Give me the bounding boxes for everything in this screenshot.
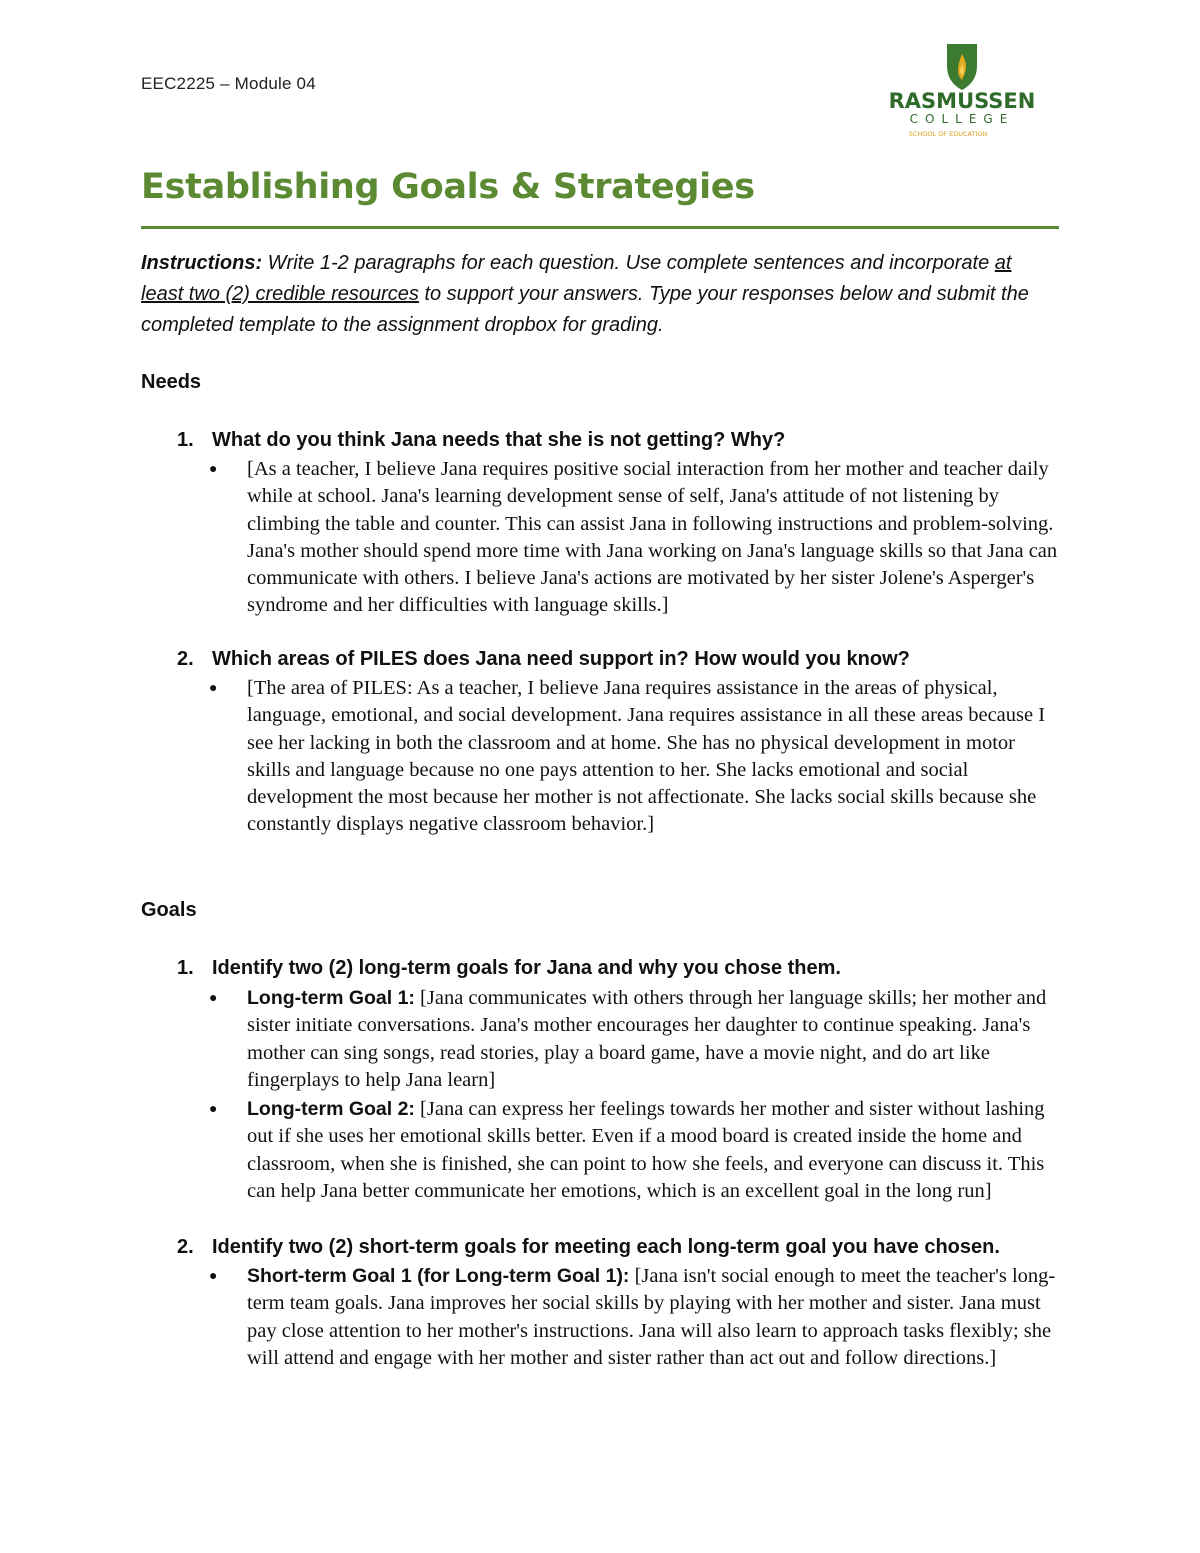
page-title: Establishing Goals & Strategies bbox=[141, 167, 755, 207]
instructions-label: Instructions: bbox=[141, 252, 263, 274]
section-heading-needs: Needs bbox=[141, 371, 202, 393]
needs-question-2 bbox=[177, 648, 1057, 671]
question-text: Identify two (2) short-term goals for meeting each long-term goal you have chosen. bbox=[212, 1236, 1000, 1258]
goals-question-2 bbox=[177, 1236, 1057, 1259]
goal-label: Long-term Goal 1: bbox=[247, 987, 415, 1009]
question-number: 1. bbox=[177, 429, 194, 451]
title-divider bbox=[141, 226, 1059, 229]
goal-label: Short-term Goal 1 (for Long-term Goal 1): bbox=[247, 1265, 630, 1287]
needs-question-1 bbox=[177, 429, 1057, 452]
goal-text: [Jana can express her feelings towards her mother and sister without lashing out if she uses her emotional skills better. Even if a mood board is created inside the home and classroom, when she is finished, she can point to how she feels, and everyone can discuss it. This can help Jana better communicate her emotions, which is an excellent goal in the long run] bbox=[247, 1098, 1045, 1202]
instructions bbox=[141, 248, 1059, 341]
bullet-icon: ● bbox=[209, 1269, 218, 1284]
answer-text: [As a teacher, I believe Jana requires positive social interaction from her mother and teacher daily while at school. Jana's learning development sense of self, Jana's attitude of not listening by climbing the table and counter. This can assist Jana in following instructions and problem-solving. Jana's mother should spend more time with Jana working on Jana's language skills so that Jana can communicate with others. I believe Jana's actions are motivated by her sister Jolene's Asperger's syndrome and her difficulties with language skills.] bbox=[247, 458, 1058, 617]
instructions-underlined: at least two (2) credible resources bbox=[141, 252, 1012, 305]
question-number: 2. bbox=[177, 648, 194, 670]
question-text: Identify two (2) long-term goals for Jana and why you chose them. bbox=[212, 957, 841, 979]
logo-college: COLLEGE bbox=[909, 112, 1015, 126]
rasmussen-college-logo bbox=[872, 36, 1056, 154]
instructions-text-2: to support your answers. Type your responses below and submit the completed template to the assignment dropbox for grading. bbox=[141, 283, 1029, 336]
question-text: What do you think Jana needs that she is not getting? Why? bbox=[212, 429, 786, 451]
section-heading-goals: Goals bbox=[141, 899, 197, 921]
goal-text: [Jana isn't social enough to meet the teacher's long-term team goals. Jana improves her social skills by playing with her mother and sister. Jana must pay close attention to her mother's instructions. Jana will also learn to approach tasks flexibly; she will attend and engage with her mother and sister rather than act out and follow directions.] bbox=[247, 1265, 1056, 1369]
needs-answer-1 bbox=[209, 456, 1059, 620]
bullet-icon: ● bbox=[209, 462, 218, 477]
instructions-text-1: Write 1-2 paragraphs for each question. Use complete sentences and incorporate bbox=[262, 252, 995, 274]
question-text: Which areas of PILES does Jana need support in? How would you know? bbox=[212, 648, 910, 670]
shield-flame-icon bbox=[947, 44, 977, 90]
needs-answer-2 bbox=[209, 675, 1059, 839]
bullet-icon: ● bbox=[209, 681, 218, 696]
course-code: EEC2225 – Module 04 bbox=[141, 74, 316, 93]
long-term-goal-2 bbox=[209, 1096, 1059, 1205]
goals-question-1 bbox=[177, 957, 1057, 980]
answer-text: [The area of PILES: As a teacher, I believe Jana requires assistance in the areas of physical, language, emotional, and social development. Jana requires assistance in all these areas because I see her lacking in both the classroom and at home. She has no physical development in motor skills and language because no one pays attention to her. She lacks emotional and social development the most because her mother is not affectionate. She lacks social skills because she constantly displays negative classroom behavior.] bbox=[247, 677, 1046, 836]
long-term-goal-1 bbox=[209, 985, 1059, 1094]
question-number: 1. bbox=[177, 957, 194, 979]
short-term-goal-1 bbox=[209, 1263, 1059, 1372]
goal-text: [Jana communicates with others through her language skills; her mother and sister initiate conversations. Jana's mother encourages her daughter to continue speaking. Jana's mother can sing songs, read stories, play a board game, have a movie night, and do art like fingerplays to help Jana learn] bbox=[247, 987, 1047, 1091]
question-number: 2. bbox=[177, 1236, 194, 1258]
bullet-icon: ● bbox=[209, 991, 218, 1006]
goal-label: Long-term Goal 2: bbox=[247, 1098, 415, 1120]
logo-school: SCHOOL OF EDUCATION bbox=[908, 130, 988, 138]
logo-wordmark: RASMUSSEN bbox=[888, 89, 1036, 113]
bullet-icon: ● bbox=[209, 1102, 218, 1117]
